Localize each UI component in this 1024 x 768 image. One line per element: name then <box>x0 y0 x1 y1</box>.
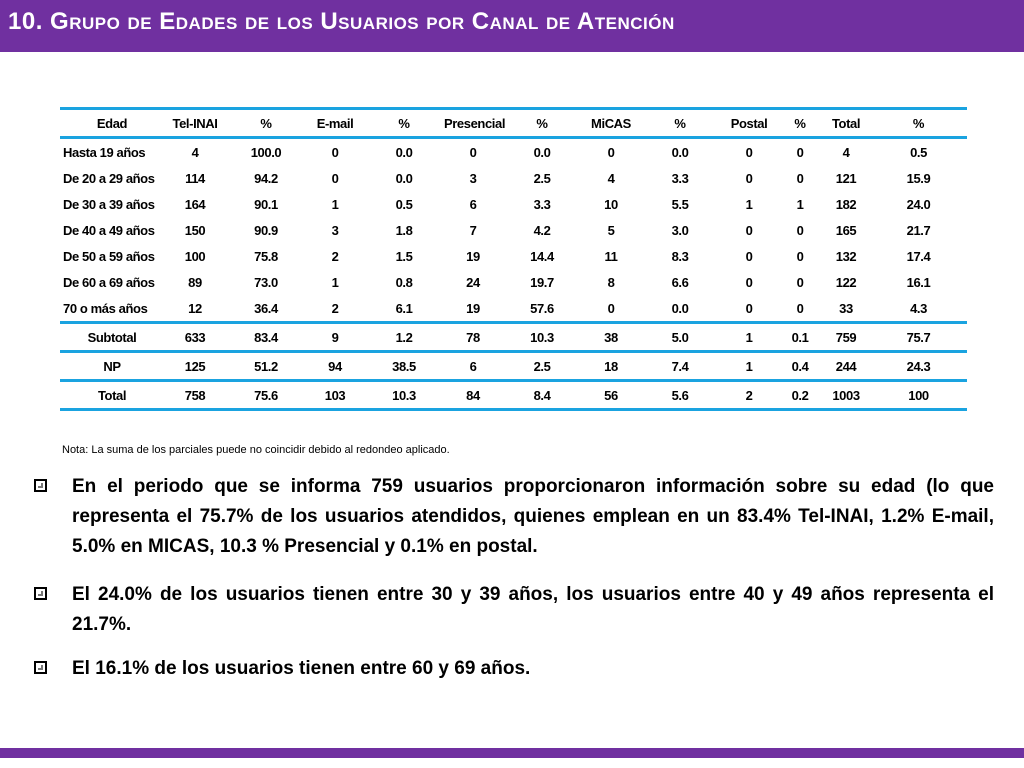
table-cell: 1.2 <box>395 329 413 345</box>
table-row <box>60 217 967 243</box>
table-cell: 6.6 <box>671 274 689 290</box>
table-cell: 7 <box>469 222 477 238</box>
table-cell: 0.2 <box>791 387 809 403</box>
table-cell: 19.7 <box>530 274 554 290</box>
table-cell: 0.1 <box>791 329 809 345</box>
np-row <box>60 352 967 381</box>
table-row <box>60 191 967 217</box>
checkbox-bullet-icon <box>34 661 47 674</box>
bottom-bar <box>0 748 1024 758</box>
bullet-text: En el periodo que se informa 759 usuarios proporcionaron información sobre su edad (lo que representa el 75.7% de los usuarios atendidos, quienes emplean en un 83.4% Tel-INAI, 1.2% E-mail, 5.0% en MICAS, 10.3 % Presencial y 0.1% en postal. <box>72 476 994 557</box>
column-header: % <box>536 115 548 131</box>
table-cell: 2 <box>745 387 753 403</box>
table-cell: 1 <box>745 358 753 374</box>
table-cell: 5 <box>607 222 615 238</box>
table-cell: 2.5 <box>533 170 551 186</box>
table-cell: Hasta 19 años <box>63 144 146 160</box>
table-cell: 3 <box>331 222 339 238</box>
table-cell: 36.4 <box>254 300 278 316</box>
bullet-item <box>34 472 994 562</box>
table-cell: 3.3 <box>671 170 689 186</box>
column-header: % <box>794 115 806 131</box>
table-cell: 6 <box>469 196 477 212</box>
table-cell: Subtotal <box>87 329 137 345</box>
table-cell: 0 <box>469 144 477 160</box>
table-cell: 0 <box>745 300 753 316</box>
table-cell: 0 <box>745 274 753 290</box>
table-cell: 1 <box>745 329 753 345</box>
table-cell: 8 <box>607 274 615 290</box>
table-cell: 122 <box>835 274 857 290</box>
table-cell: NP <box>103 358 121 374</box>
table-cell: 0.8 <box>395 274 413 290</box>
table-cell: 0 <box>745 248 753 264</box>
table-cell: 114 <box>185 170 205 186</box>
table-cell: 0.0 <box>395 144 413 160</box>
table-cell: 132 <box>835 248 857 264</box>
table-cell: 16.1 <box>906 274 931 290</box>
table-cell: 21.7 <box>906 222 931 238</box>
table-cell: 1.8 <box>395 222 413 238</box>
table-cell: 182 <box>835 196 857 212</box>
table-cell: 12 <box>188 300 202 316</box>
table-cell: 0 <box>331 170 339 186</box>
table-cell: 0 <box>745 170 753 186</box>
table-cell: De 30 a 39 años <box>63 196 155 212</box>
table-cell: 73.0 <box>254 274 278 290</box>
bullet-list <box>34 472 994 702</box>
table-row <box>60 243 967 269</box>
table-cell: 51.2 <box>254 358 278 374</box>
table-cell: 100.0 <box>250 144 282 160</box>
table-cell: 759 <box>835 329 857 345</box>
column-header: E-mail <box>316 115 354 131</box>
column-header: % <box>260 115 272 131</box>
table-cell: 165 <box>835 222 857 238</box>
table-cell: 7.4 <box>671 358 689 374</box>
table-cell: 0 <box>607 300 615 316</box>
bullet-text: El 24.0% de los usuarios tienen entre 30 y 39 años, los usuarios entre 40 y 49 años representa el 21.7%. <box>72 584 994 635</box>
footnote: Nota: La suma de los parciales puede no coincidir debido al redondeo aplicado. <box>62 444 450 456</box>
table-cell: 100 <box>184 248 206 264</box>
table-cell: 8.4 <box>533 387 551 403</box>
table-cell: 24.0 <box>906 196 931 212</box>
table-cell: 0.0 <box>395 170 413 186</box>
bullet-item <box>34 654 994 684</box>
table-cell: 75.8 <box>254 248 278 264</box>
table-cell: 0 <box>331 144 339 160</box>
table-cell: 4.2 <box>533 222 551 238</box>
table-cell: 3.3 <box>533 196 551 212</box>
table-cell: 2 <box>331 300 339 316</box>
table-cell: 38 <box>604 329 618 345</box>
table-cell: 6 <box>469 358 477 374</box>
table-cell: 4.3 <box>910 300 927 316</box>
table-cell: 5.0 <box>671 329 689 345</box>
table-cell: 8.3 <box>671 248 689 264</box>
table-cell: 4 <box>607 170 615 186</box>
table-cell: 0 <box>796 144 804 160</box>
table-cell: 90.1 <box>254 196 278 212</box>
bullet-item <box>34 580 994 640</box>
table-cell: 4 <box>842 144 850 160</box>
table-cell: 0 <box>745 222 753 238</box>
checkbox-bullet-icon <box>34 479 47 492</box>
table-cell: 19 <box>466 248 480 264</box>
table-cell: 17.4 <box>906 248 931 264</box>
table-cell: Total <box>97 387 127 403</box>
table-cell: 33 <box>839 300 853 316</box>
table-cell: 14.4 <box>530 248 554 264</box>
table-cell: 1 <box>745 196 753 212</box>
table-cell: 83.4 <box>254 329 278 345</box>
table-cell: 78 <box>466 329 480 345</box>
column-header: % <box>398 115 410 131</box>
age-channel-table <box>60 107 967 411</box>
table-cell: 3 <box>469 170 477 186</box>
table-cell: 4 <box>191 144 199 160</box>
table-cell: 9 <box>331 329 339 345</box>
table-cell: De 60 a 69 años <box>63 274 155 290</box>
table-cell: 1 <box>796 196 804 212</box>
table-row <box>60 295 967 323</box>
table-cell: 0.4 <box>791 358 809 374</box>
total-row <box>60 381 967 410</box>
table-cell: 5.6 <box>671 387 689 403</box>
table-cell: 125 <box>184 358 206 374</box>
table-cell: 100 <box>908 387 929 403</box>
table-cell: 633 <box>184 329 206 345</box>
title-bar <box>0 0 1024 52</box>
column-header: Total <box>831 115 861 131</box>
table-cell: 11 <box>604 248 618 264</box>
table-cell: 0 <box>796 300 804 316</box>
table-cell: 164 <box>184 196 206 212</box>
column-header: MiCAS <box>591 115 631 131</box>
column-header: Tel-INAI <box>172 115 218 131</box>
table-cell: 56 <box>604 387 618 403</box>
column-header: % <box>674 115 686 131</box>
table-cell: 1003 <box>832 387 860 403</box>
column-header: Presencial <box>444 115 506 131</box>
table-cell: 3.0 <box>671 222 689 238</box>
table-cell: 150 <box>184 222 206 238</box>
table-cell: 103 <box>324 387 346 403</box>
table-cell: 0.0 <box>533 144 551 160</box>
table-row <box>60 165 967 191</box>
table-cell: 0.0 <box>671 144 689 160</box>
table-header-row <box>60 109 967 138</box>
table-cell: 75.6 <box>254 387 278 403</box>
table-cell: 90.9 <box>254 222 278 238</box>
table-cell: 1 <box>331 274 339 290</box>
table-cell: 0.5 <box>395 196 413 212</box>
table-cell: 24.3 <box>906 358 931 374</box>
table-cell: 24 <box>466 274 480 290</box>
table-cell: 0 <box>796 222 804 238</box>
table-cell: 70 o más años <box>63 300 148 316</box>
table-cell: 94 <box>328 358 342 374</box>
table-cell: 10.3 <box>392 387 416 403</box>
table-cell: 6.1 <box>395 300 413 316</box>
table-cell: 0.0 <box>671 300 689 316</box>
table-cell: 0.5 <box>910 144 927 160</box>
table-cell: 0 <box>796 274 804 290</box>
table-cell: 0 <box>745 144 753 160</box>
table-cell: 2 <box>331 248 339 264</box>
table-cell: 121 <box>835 170 857 186</box>
table-row <box>60 269 967 295</box>
column-header: Postal <box>730 115 768 131</box>
table-cell: 19 <box>466 300 480 316</box>
table-cell: 57.6 <box>530 300 554 316</box>
table-cell: 0 <box>796 170 804 186</box>
table-cell: 244 <box>835 358 857 374</box>
table-cell: 2.5 <box>533 358 551 374</box>
table-cell: 38.5 <box>392 358 416 374</box>
table-cell: 5.5 <box>671 196 689 212</box>
table-cell: 84 <box>466 387 480 403</box>
slide-title: 10. Grupo de Edades de los Usuarios por Canal de Atención <box>8 8 675 35</box>
subtotal-row <box>60 323 967 352</box>
table-cell: 1 <box>331 196 339 212</box>
table-cell: 0 <box>607 144 615 160</box>
table-cell: 15.9 <box>906 170 931 186</box>
table-cell: De 40 a 49 años <box>63 222 155 238</box>
table-cell: 94.2 <box>254 170 278 186</box>
bullet-text: El 16.1% de los usuarios tienen entre 60 y 69 años. <box>72 658 531 679</box>
table-cell: 18 <box>604 358 618 374</box>
table-cell: 89 <box>188 274 202 290</box>
table-cell: 75.7 <box>906 329 931 345</box>
column-header: Edad <box>96 115 128 131</box>
column-header: % <box>912 115 925 131</box>
table-cell: 758 <box>184 387 206 403</box>
table-cell: 10.3 <box>530 329 554 345</box>
table-row <box>60 138 967 166</box>
table-cell: 0 <box>796 248 804 264</box>
table-cell: De 50 a 59 años <box>63 248 155 264</box>
table-cell: 1.5 <box>395 248 413 264</box>
checkbox-bullet-icon <box>34 587 47 600</box>
table-cell: 10 <box>604 196 618 212</box>
table-cell: De 20 a 29 años <box>63 170 155 186</box>
